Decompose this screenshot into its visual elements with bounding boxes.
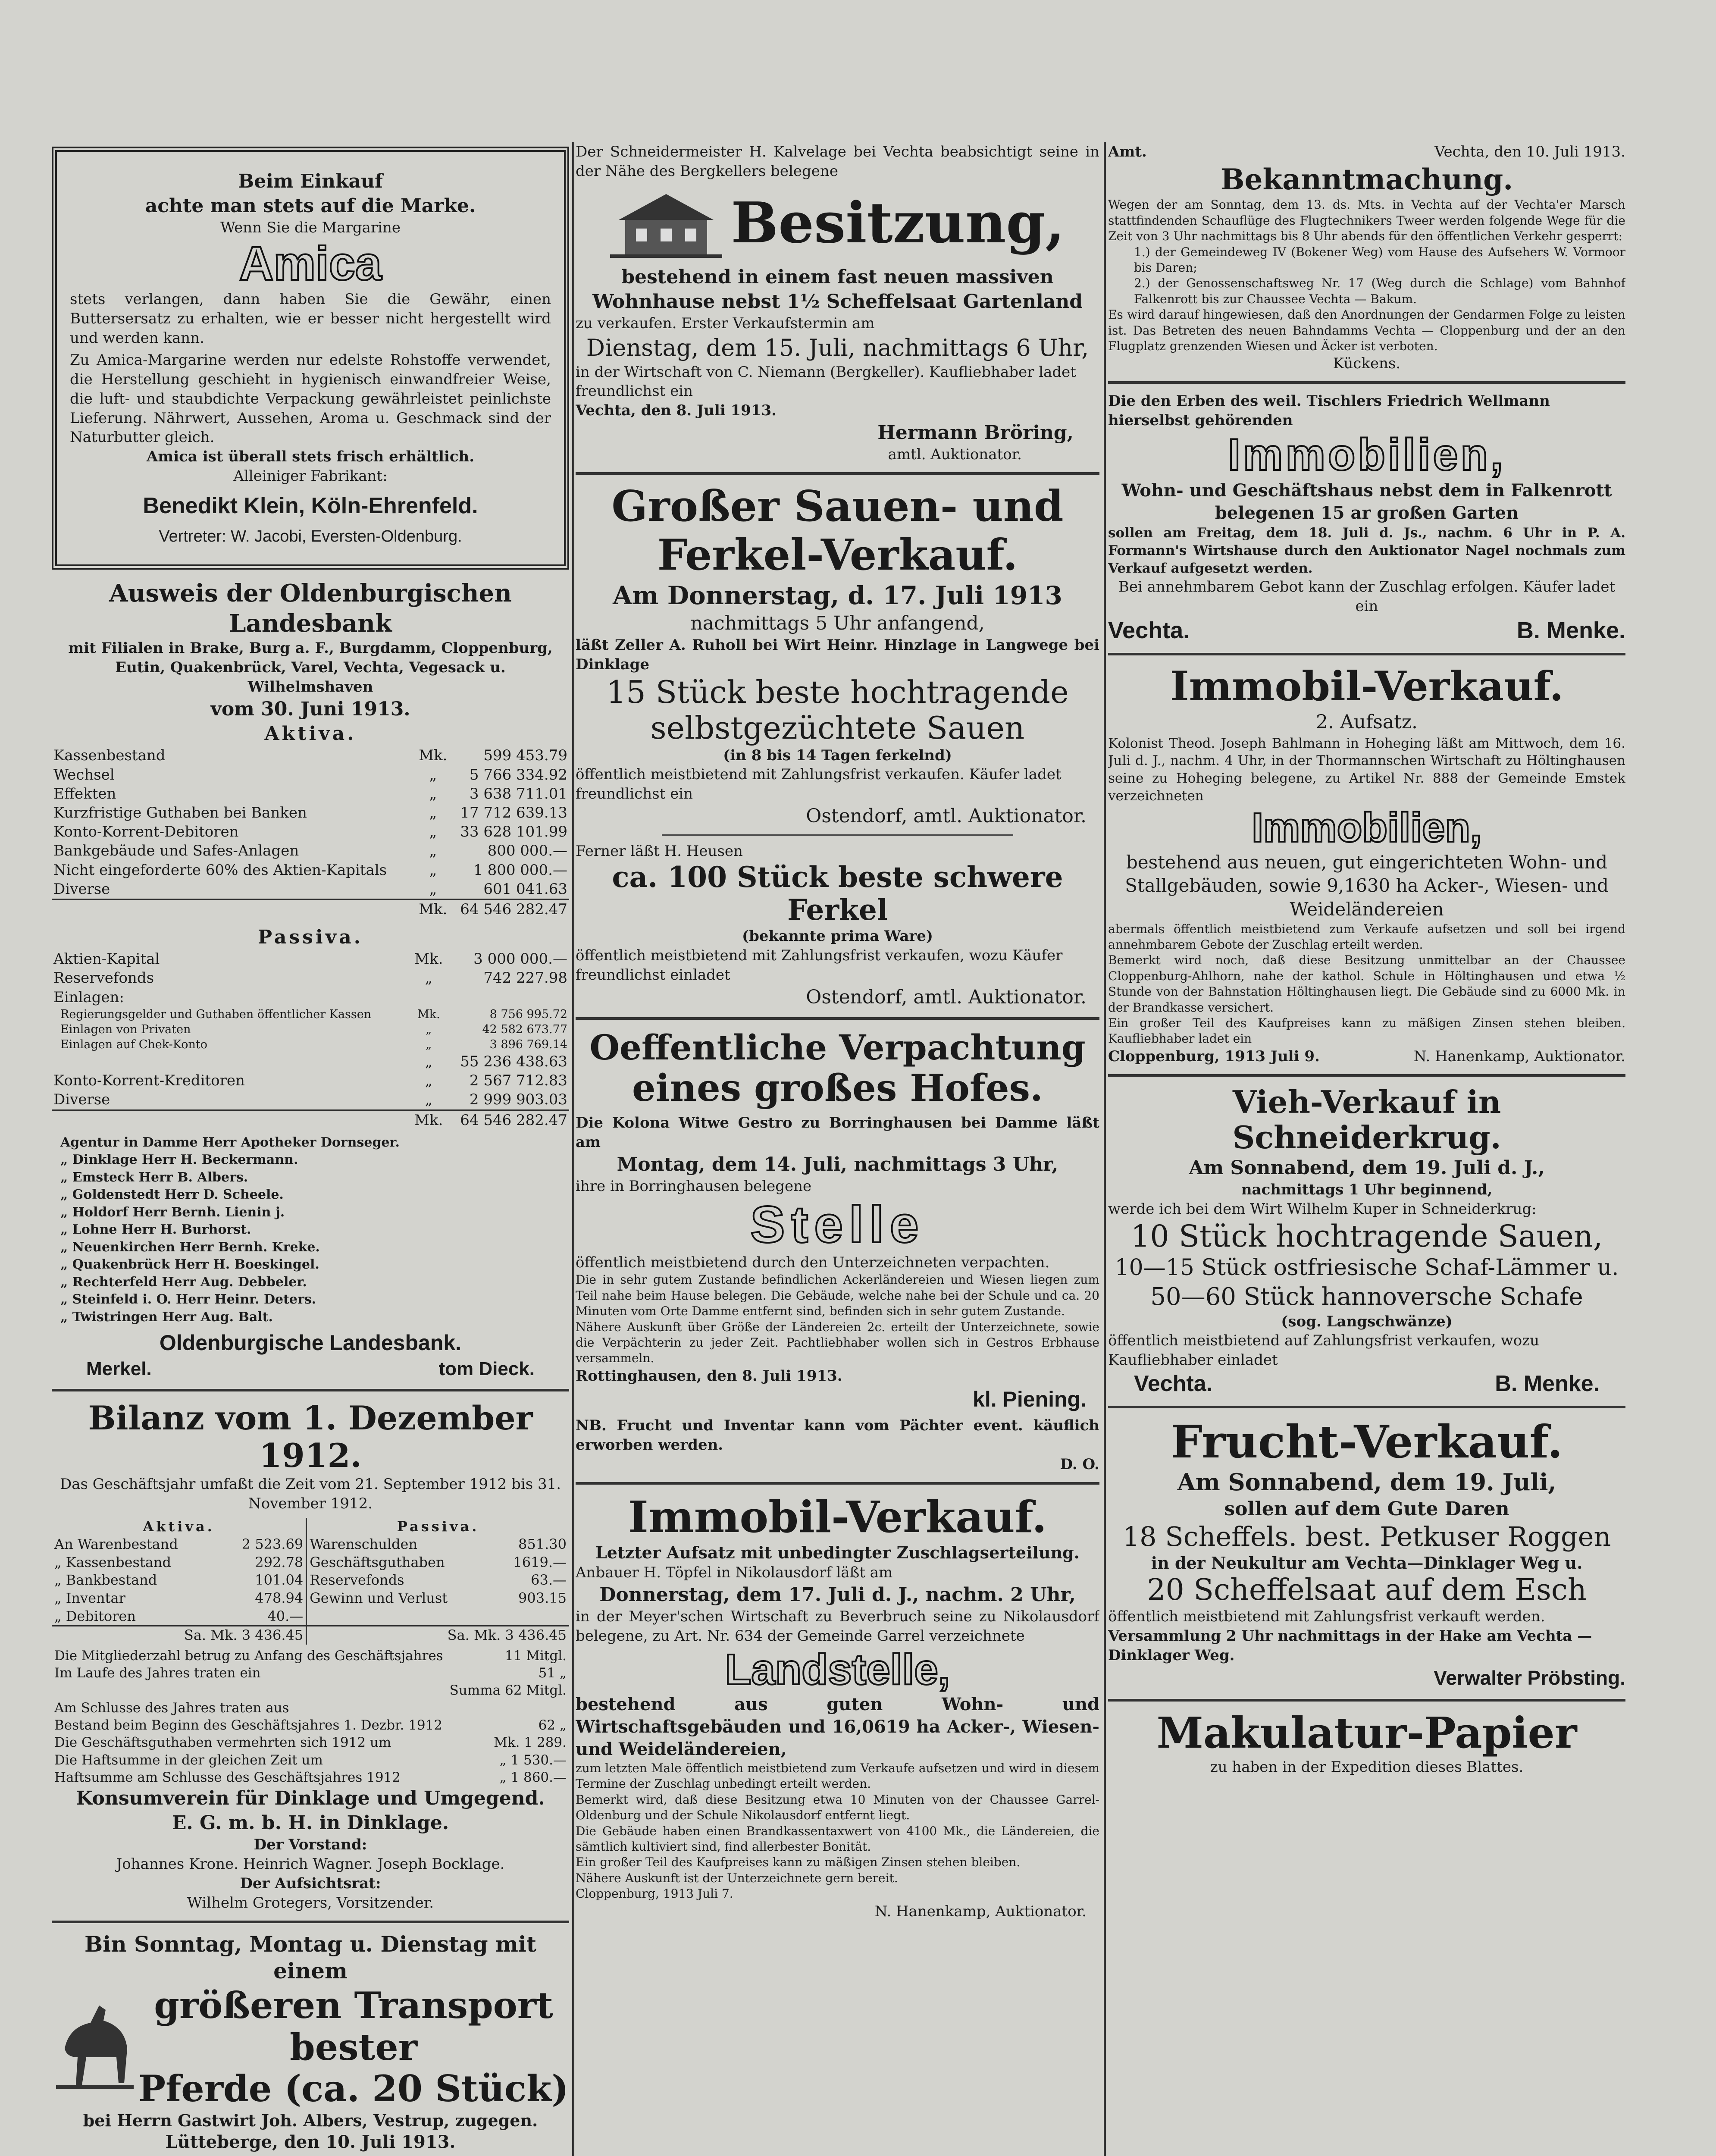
verpachtung-title1: Oeffentliche Verpachtung bbox=[589, 1027, 1086, 1068]
immob1-title: Immobilien, bbox=[1228, 429, 1506, 480]
amica-line2: achte man stets auf die Marke. bbox=[145, 195, 476, 217]
frucht-date: Am Sonnabend, dem 19. Juli, bbox=[1177, 1468, 1556, 1496]
immobil-text4: Bemerkt wird, daß diese Besitzung etwa 10 Minuten von der Chaussee Garrel-Oldenburg und der Schule Nikolausdorf entfernt liegt. bbox=[576, 1792, 1099, 1823]
bilanz-vorstand-heading: Der Vorstand: bbox=[254, 1836, 367, 1854]
table-row: Kurzfristige Guthaben bei Banken „ 17 712 639.13 bbox=[53, 804, 567, 821]
verpachtung-sign: kl. Piening. bbox=[973, 1387, 1087, 1411]
bekannt-header-row bbox=[1108, 142, 1625, 162]
verpachtung-text3: öffentlich meistbietend durch den Unterzeichneten verpachten. bbox=[576, 1253, 1050, 1271]
list-item: „ Goldenstedt Herr D. Scheele. bbox=[60, 1187, 284, 1203]
pferde-line1: Bin Sonntag, Montag u. Dienstag mit einem bbox=[84, 1931, 537, 1984]
vieh-verkauf-advertisement bbox=[1108, 1084, 1625, 1398]
bilanz-table bbox=[52, 1518, 569, 1645]
pferde-advertisement bbox=[52, 1931, 569, 2156]
immobil-text6: Ein großer Teil des Kaufpreises kann zu mäßigen Zinsen stehen bleiben. bbox=[576, 1855, 1021, 1870]
table-row: Einlagen: bbox=[53, 988, 124, 1006]
table-row: Nicht eingeforderte 60% des Aktien-Kapitals „ 1 800 000.— bbox=[53, 861, 567, 879]
besitzung-sub: bestehend in einem fast neuen massiven Wohnhause nebst 1½ Scheffelsaat Gartenland bbox=[592, 266, 1083, 313]
vieh-big1: 10 Stück hochtragende Sauen, bbox=[1130, 1219, 1603, 1254]
table-header-row: Aktiva. Passiva. bbox=[52, 1518, 569, 1536]
divider bbox=[662, 834, 1013, 836]
immob1-text2: sollen am Freitag, dem 18. Juli d. Js., nachm. 6 Uhr in P. A. Formann's Wirtshause durch den Auktionator Nagel nochmals zum Verkauf aufgesetzt werden. bbox=[1108, 525, 1625, 577]
immobil-text1: Anbauer H. Töpfel in Nikolausdorf läßt am bbox=[576, 1564, 893, 1582]
frucht-text1: sollen auf dem Gute Daren bbox=[1224, 1498, 1509, 1520]
besitzung-text1: zu verkaufen. Erster Verkaufstermin am bbox=[576, 315, 875, 332]
besitzung-date: Dienstag, dem 15. Juli, nachmittags 6 Uhr, bbox=[586, 334, 1089, 361]
sauen-sign: Ostendorf, amtl. Auktionator. bbox=[806, 805, 1087, 827]
bilanz-aufsicht: Wilhelm Grotegers, Vorsitzender. bbox=[187, 1894, 434, 1912]
signer-name: B. Menke. bbox=[1516, 617, 1625, 643]
immob2-title: Immobil-Verkauf. bbox=[1170, 663, 1564, 711]
table-total-row: Mk. 64 546 282.47 bbox=[52, 899, 569, 919]
sauen-text3: Ferner läßt H. Heusen bbox=[576, 843, 743, 860]
table-row: Die Mitgliederzahl betrug zu Anfang des Geschäftsjahres 11 Mitgl. bbox=[54, 1648, 567, 1664]
besitzung-place: Vechta, den 8. Juli 1913. bbox=[576, 402, 777, 420]
table-row: Bankgebäude und Safes-Anlagen „ 800 000.— bbox=[53, 842, 567, 860]
list-item: „ Quakenbrück Herr H. Boeskingel. bbox=[60, 1257, 319, 1272]
table-row: Konto-Korrent-Debitoren „ 33 628 101.99 bbox=[53, 823, 567, 841]
besitzung-intro: Der Schneidermeister H. Kalvelage bei Vechta beabsichtigt seine in der Nähe des Bergkellers belegene bbox=[576, 143, 1099, 180]
pferde-headline-row bbox=[52, 1985, 569, 2110]
bilanz-title: Bilanz vom 1. Dezember 1912. bbox=[88, 1399, 533, 1475]
frucht-sign: Verwalter Pröbsting. bbox=[1434, 1666, 1625, 1689]
amica-advertisement bbox=[52, 147, 569, 570]
besitzung-title: Besitzung, bbox=[731, 190, 1065, 256]
sauen-title2: Ferkel-Verkauf. bbox=[657, 530, 1018, 580]
vieh-signature-row bbox=[1108, 1370, 1625, 1398]
column-rule-1 bbox=[572, 142, 574, 2156]
table-row: „ Kassenbestand 292.78 Geschäftsguthaben 1619.— bbox=[52, 1554, 569, 1572]
signer-place: Cloppenburg, 1913 Juli 9. bbox=[1108, 1047, 1320, 1065]
immob2-sub: 2. Aufsatz. bbox=[1315, 711, 1418, 733]
amica-maker: Benedikt Klein, Köln-Ehrenfeld. bbox=[143, 493, 478, 518]
list-item: „ Twistringen Herr Aug. Balt. bbox=[60, 1309, 273, 1325]
sauen-time: nachmittags 5 Uhr anfangend, bbox=[690, 612, 985, 635]
bekannt-sign: Kückens. bbox=[1333, 355, 1401, 373]
bank-passiva-heading: Passiva. bbox=[257, 926, 363, 949]
bilanz-vorstand: Johannes Krone. Heinrich Wagner. Joseph Bocklage. bbox=[116, 1855, 505, 1873]
immob2-text2: abermals öffentlich meistbietend zum Verkaufe aufsetzen und soll bei irgend annehmbarem Gebote der Zuschlag erteilt werden. bbox=[1108, 921, 1625, 952]
list-item: „ Emsteck Herr B. Albers. bbox=[60, 1169, 248, 1185]
bekannt-text2: Es wird darauf hingewiesen, daß den Anordnungen der Gendarmen Folge zu leisten ist. Das Betreten des neuen Bahndamms Vechta — Cloppenburg und der an den Flugplatz grenzenden Wiesen und Äcker ist verboten. bbox=[1108, 307, 1625, 353]
table-row: Einlagen von Privaten „ 42 582 673.77 bbox=[60, 1022, 567, 1036]
verpachtung-place: Rottinghausen, den 8. Juli 1913. bbox=[576, 1367, 842, 1385]
table-row: Regierungsgelder und Guthaben öffentlicher Kassen Mk. 8 756 995.72 bbox=[60, 1007, 567, 1021]
list-item: „ Dinklage Herr H. Beckermann. bbox=[60, 1152, 298, 1168]
bank-passiva-table bbox=[52, 950, 569, 1130]
sauen-note: (in 8 bis 14 Tagen ferkelnd) bbox=[723, 746, 952, 764]
immob1-sub: Wohn- und Geschäftshaus nebst dem in Falkenrott belegenen 15 ar großen Garten bbox=[1121, 480, 1612, 523]
divider bbox=[52, 1921, 569, 1923]
immob2-signature-row bbox=[1108, 1047, 1625, 1066]
amica-line3: Wenn Sie die Margarine bbox=[220, 219, 401, 237]
verpachtung-date: Montag, dem 14. Juli, nachmittags 3 Uhr, bbox=[617, 1153, 1058, 1175]
table-row: „ Bankbestand 101.04 Reservefonds 63.— bbox=[52, 1571, 569, 1589]
signer-name: N. Hanenkamp, Auktionator. bbox=[1413, 1047, 1625, 1065]
vieh-text1: werde ich bei dem Wirt Wilhelm Kuper in Schneiderkrug: bbox=[1108, 1200, 1537, 1218]
immobil-text3: zum letzten Male öffentlich meistbietend zum Verkaufe aufsetzen und wird in diesem Termine der Zuschlag unbedingt erteilt werden. bbox=[576, 1761, 1099, 1791]
table-row: Einlagen auf Chek-Konto „ 3 896 769.14 bbox=[60, 1038, 567, 1052]
vieh-title: Vieh-Verkauf in Schneiderkrug. bbox=[1232, 1083, 1501, 1156]
sauen-text2: öffentlich meistbietend mit Zahlungsfrist verkaufen. Käufer ladet freundlichst ein bbox=[576, 766, 1062, 803]
vieh-big2: 10—15 Stück ostfriesische Schaf-Lämmer u. bbox=[1115, 1254, 1619, 1281]
frucht-text3: öffentlich meistbietend mit Zahlungsfrist verkauft werden. bbox=[1108, 1608, 1545, 1626]
vieh-time: nachmittags 1 Uhr beginnend, bbox=[1241, 1181, 1493, 1199]
immobil-text2: in der Meyer'schen Wirtschaft zu Beverbruch seine zu Nikolausdorf belegene, zu Art. Nr. 634 der Gemeinde Garrel verzeichnete bbox=[576, 1608, 1099, 1645]
table-row: „ 55 236 438.63 bbox=[425, 1053, 567, 1071]
immob1-text1: Die den Erben des weil. Tischlers Friedrich Wellmann hierselbst gehörenden bbox=[1108, 392, 1550, 429]
table-row: An Warenbestand 2 523.69 Warenschulden 851.30 bbox=[52, 1536, 569, 1554]
list-item: „ Holdorf Herr Bernh. Lienin j. bbox=[60, 1204, 285, 1220]
pferde-line2: größeren Transport bester bbox=[154, 1984, 553, 2068]
immob2-sub2: bestehend aus neuen, gut eingerichteten Wohn- und Stallgebäuden, sowie 9,1630 ha Acker-, Wiesen- und Weideländereien bbox=[1125, 851, 1609, 920]
sauen-big3: ca. 100 Stück beste schwere Ferkel bbox=[612, 860, 1063, 927]
amica-body3: Amica ist überall stets frisch erhältlich. bbox=[146, 448, 475, 466]
column-rule-2 bbox=[1104, 142, 1106, 2156]
table-row: Am Schlusse des Jahres traten aus bbox=[54, 1700, 289, 1716]
makulatur-title: Makulatur-Papier bbox=[1156, 1708, 1577, 1758]
immobil-advertisement bbox=[576, 1492, 1099, 1921]
verpachtung-text4: Die in sehr gutem Zustande befindlichen Ackerländereien und Wiesen liegen zum Teil nahe beim Hause belegen. Die Gebäude, welche nahe bei der Schule und ca. 20 Minuten vom Orte Damme entfernt sind, befinden sich in sehr gutem Zustande. bbox=[576, 1272, 1099, 1319]
bilanz-members-table bbox=[52, 1647, 569, 1786]
vieh-date: Am Sonnabend, dem 19. Juli d. J., bbox=[1189, 1157, 1545, 1179]
verpachtung-nb-sign: D. O. bbox=[1060, 1455, 1099, 1473]
bekannt-amt: Amt. bbox=[1108, 143, 1147, 160]
vieh-note: (sog. Langschwänze) bbox=[1281, 1313, 1453, 1330]
bekannt-item1: 1.) der Gemeindeweg IV (Bokener Weg) vom Hause des Aufsehers W. Vormoor bis Daren; bbox=[1134, 244, 1625, 275]
amica-maker-label: Alleiniger Fabrikant: bbox=[233, 467, 388, 485]
immob1-signature-row bbox=[1108, 616, 1625, 646]
frucht-big1: 18 Scheffels. best. Petkuser Roggen bbox=[1122, 1521, 1611, 1553]
list-item: „ Neuenkirchen Herr Bernh. Kreke. bbox=[60, 1239, 320, 1255]
divider bbox=[1108, 1406, 1625, 1408]
immob2-title2: Immobilien, bbox=[1252, 805, 1482, 851]
table-row: Haftsumme am Schlusse des Geschäftsjahres 1912 „ 1 860.— bbox=[54, 1769, 567, 1785]
immobil-title: Immobil-Verkauf. bbox=[628, 1491, 1047, 1542]
pferde-line5: Lütteberge, den 10. Juli 1913. bbox=[165, 2132, 456, 2153]
divider bbox=[1108, 1699, 1625, 1702]
list-item: „ Steinfeld i. O. Herr Heinr. Deters. bbox=[60, 1292, 316, 1307]
sauen-text: läßt Zeller A. Ruholl bei Wirt Heinr. Hinzlage in Langwege bei Dinklage bbox=[576, 636, 1099, 674]
divider bbox=[1108, 653, 1625, 655]
table-row: „ Debitoren 40.— bbox=[52, 1608, 569, 1626]
bilanz-aufsicht-heading: Der Aufsichtsrat: bbox=[240, 1875, 381, 1893]
bank-signers bbox=[52, 1357, 569, 1381]
immobil-sub: Letzter Aufsatz mit unbedingter Zuschlagserteilung. bbox=[595, 1542, 1080, 1562]
divider bbox=[1108, 1074, 1625, 1077]
verpachtung-text2: ihre in Borringhausen belegene bbox=[576, 1177, 812, 1195]
column-1 bbox=[52, 142, 569, 2156]
bank-signature: Oldenburgische Landesbank. bbox=[159, 1331, 462, 1355]
besitzung-text2: in der Wirtschaft von C. Niemann (Bergkeller). Kaufliebhaber ladet freundlichst ein bbox=[576, 363, 1076, 400]
signer-place: Vechta. bbox=[1134, 1371, 1213, 1397]
column-2 bbox=[576, 142, 1099, 2156]
frucht-verkauf-advertisement bbox=[1108, 1416, 1625, 1691]
signer-place: Vechta. bbox=[1108, 617, 1190, 643]
immobil-big: Landstelle, bbox=[725, 1645, 950, 1694]
pferde-line3: Pferde (ca. 20 Stück) bbox=[138, 2067, 569, 2110]
amica-representative: Vertreter: W. Jacobi, Eversten-Oldenburg. bbox=[159, 527, 462, 545]
landesbank-statement bbox=[52, 578, 569, 1381]
besitzung-sign2: amtl. Auktionator. bbox=[888, 446, 1022, 464]
table-row: Effekten „ 3 638 711.01 bbox=[53, 785, 567, 802]
column-3 bbox=[1108, 142, 1625, 2156]
signer-name: B. Menke. bbox=[1495, 1371, 1600, 1397]
signer-name: tom Dieck. bbox=[438, 1358, 535, 1379]
bilanz-egmbh: E. G. m. b. H. in Dinklage. bbox=[172, 1812, 449, 1834]
amica-brand: Amica bbox=[239, 237, 382, 291]
frucht-text4: Versammlung 2 Uhr nachmittags in der Hake am Vechta — Dinklager Weg. bbox=[1108, 1627, 1592, 1664]
sauen-text4: öffentlich meistbietend mit Zahlungsfrist verkaufen, wozu Käufer freundlichst einladet bbox=[576, 946, 1063, 984]
bekanntmachung-notice bbox=[1108, 142, 1625, 373]
sauen-date: Am Donnerstag, d. 17. Juli 1913 bbox=[613, 580, 1062, 610]
divider bbox=[576, 1017, 1099, 1020]
table-total-row: Mk. 64 546 282.47 bbox=[52, 1110, 569, 1130]
vieh-big3: 50—60 Stück hannoversche Schafe bbox=[1150, 1282, 1583, 1311]
immobil-place: Cloppenburg, 1913 Juli 7. bbox=[576, 1887, 733, 1901]
table-row: Im Laufe des Jahres traten ein 51 „ bbox=[54, 1665, 567, 1681]
sauen-big1: 15 Stück beste hochtragende bbox=[606, 674, 1069, 710]
bekannt-title: Bekanntmachung. bbox=[1220, 162, 1513, 196]
immobil-text5: Die Gebäude haben einen Brandkassentaxwert von 4100 Mk., die Ländereien, die sämtlich kultiviert sind, find allerbester Bonität. bbox=[576, 1824, 1099, 1854]
bank-title: Ausweis der Oldenburgischen Landesbank bbox=[109, 579, 512, 638]
immob2-text4: Ein großer Teil des Kaufpreises kann zu mäßigen Zinsen stehen bleiben. Kaufliebhaber ladet ein bbox=[1108, 1015, 1625, 1046]
table-row: „ Inventar 478.94 Gewinn und Verlust 903.15 bbox=[52, 1589, 569, 1608]
vieh-text2: öffentlich meistbietend auf Zahlungsfrist verkaufen, wozu Kaufliebhaber einladet bbox=[1108, 1332, 1539, 1369]
bank-agents-list bbox=[52, 1134, 569, 1326]
bekannt-text1: Wegen der am Sonntag, dem 13. ds. Mts. in Vechta auf der Vechta'er Marsch stattfindenden Schauflüge des Flugtechnikers Tweer werden folgende Wege für die Zeit von 3 Uhr nachmittags bis 8 Uhr abends für den öffentlichen Verkehr gesperrt: bbox=[1108, 197, 1625, 244]
table-row: Diverse „ 601 041.63 bbox=[53, 880, 567, 898]
table-row: Reservefonds „ 742 227.98 bbox=[53, 969, 567, 987]
immobil-sign: N. Hanenkamp, Auktionator. bbox=[874, 1902, 1087, 1920]
table-row: Die Haftsumme in der gleichen Zeit um „ 1 530.— bbox=[54, 1752, 567, 1768]
list-item: „ Rechterfeld Herr Aug. Debbeler. bbox=[60, 1274, 307, 1290]
divider bbox=[52, 1389, 569, 1391]
immobil-bahlmann-advertisement bbox=[1108, 663, 1625, 1066]
verpachtung-advertisement bbox=[576, 1028, 1099, 1474]
bank-date: vom 30. Juni 1913. bbox=[210, 698, 410, 721]
table-row: Summa 62 Mitgl. bbox=[449, 1683, 567, 1698]
immobilien-wellmann-advertisement bbox=[1108, 392, 1625, 645]
list-item: Agentur in Damme Herr Apotheker Dornseger. bbox=[60, 1134, 400, 1150]
amica-line1: Beim Einkauf bbox=[238, 170, 383, 192]
immobil-text7: Nähere Auskunft ist der Unterzeichnete gern bereit. bbox=[576, 1871, 898, 1885]
makulatur-advertisement bbox=[1108, 1709, 1625, 1777]
immob2-text3: Bemerkt wird noch, daß diese Besitzung unmittelbar an der Chaussee Cloppenburg-Ahlhorn, nahe der kathol. Schule in Höltinghausen und etwa ½ Stunde von der Bahnstation Höltinghausen liegt. Die Gebäude sind zu 6000 Mk. in der Brandkasse versichert. bbox=[1108, 953, 1625, 1015]
verpachtung-title2: eines großes Hofes. bbox=[632, 1066, 1043, 1110]
frucht-title: Frucht-Verkauf. bbox=[1171, 1415, 1563, 1469]
table-total-row: Sa. Mk. 3 436.45 Sa. Mk. 3 436.45 bbox=[52, 1626, 569, 1645]
verpachtung-big: Stelle bbox=[750, 1195, 925, 1253]
immobil-sub2: bestehend aus guten Wohn- und Wirtschaftsgebäuden und 16,0619 ha Acker-, Wiesen- und Weideländereien, bbox=[576, 1694, 1099, 1759]
amica-body2: Zu Amica-Margarine werden nur edelste Rohstoffe verwendet, die Herstellung geschieht in hygienisch einwandfreier Weise, die luft- und staubdichte Verpackung gewährleistet peinlichste Lieferung. Nährwert, Aussehen, Aroma u. Geschmack sind der Naturbutter gleich. bbox=[70, 351, 551, 446]
pferde-line4: bei Herrn Gastwirt Joh. Albers, Vestrup, zugegen. bbox=[83, 2110, 538, 2130]
table-row: Konto-Korrent-Kreditoren „ 2 567 712.83 bbox=[53, 1072, 567, 1090]
verpachtung-nb: NB. Frucht und Inventar kann vom Pächter event. käuflich erworben werden. bbox=[576, 1417, 1099, 1454]
sauen-big2: selbstgezüchtete Sauen bbox=[650, 709, 1025, 746]
table-row: Die Geschäftsguthaben vermehrten sich 1912 um Mk. 1 289. bbox=[54, 1735, 567, 1751]
verpachtung-text1: Die Kolona Witwe Gestro zu Borringhausen bei Damme läßt am bbox=[576, 1114, 1099, 1151]
bank-subtitle: mit Filialen in Brake, Burg a. F., Burgdamm, Cloppenburg, Eutin, Quakenbrück, Varel, Vechta, Vegesack u. Wilhelmshaven bbox=[68, 639, 553, 696]
table-row: Kassenbestand Mk. 599 453.79 bbox=[53, 747, 567, 765]
divider bbox=[1108, 381, 1625, 384]
bank-aktiva-heading: Aktiva. bbox=[264, 723, 357, 745]
frucht-text2: in der Neukultur am Vechta—Dinklager Weg u. bbox=[1151, 1553, 1583, 1573]
signer-name: Merkel. bbox=[86, 1358, 152, 1379]
besitzung-sign: Hermann Bröring, bbox=[877, 422, 1074, 444]
divider bbox=[576, 472, 1099, 475]
table-row: Aktien-Kapital Mk. 3 000 000.— bbox=[53, 950, 567, 968]
table-row: Diverse „ 2 999 903.03 bbox=[53, 1091, 567, 1109]
besitzung-headline-row bbox=[576, 185, 1099, 260]
immobil-date: Donnerstag, dem 17. Juli d. J., nachm. 2 Uhr, bbox=[599, 1584, 1076, 1606]
makulatur-sub: zu haben in der Expedition dieses Blattes. bbox=[1210, 1758, 1524, 1776]
house-icon bbox=[610, 185, 722, 260]
sauen-advertisement bbox=[576, 483, 1099, 1009]
divider bbox=[576, 1482, 1099, 1485]
immob2-text1: Kolonist Theod. Joseph Bahlmann in Hoheging läßt am Mittwoch, dem 16. Juli d. J., nachm. 4 Uhr, in der Thormannschen Wirtschaft zu Höltinghausen seine zu Hoheging belegene, zu Artikel Nr. 888 der Gemeinde Emstek verzeichneten bbox=[1108, 735, 1625, 804]
table-row: Bestand beim Beginn des Geschäftsjahres 1. Dezbr. 1912 62 „ bbox=[54, 1717, 567, 1733]
bilanz-intro: Das Geschäftsjahr umfaßt die Zeit vom 21. September 1912 bis 31. November 1912. bbox=[59, 1475, 561, 1512]
bekannt-date: Vechta, den 10. Juli 1913. bbox=[1434, 143, 1625, 160]
verpachtung-text5: Nähere Auskunft über Größe der Ländereien 2c. erteilt der Unterzeichnete, sowie die Verpächterin zu jeder Zeit. Pachtliebhaber wollen sich in Gestros Erbhause versammeln. bbox=[576, 1319, 1099, 1366]
frucht-big2: 20 Scheffelsaat auf dem Esch bbox=[1147, 1573, 1587, 1608]
bank-aktiva-table bbox=[52, 746, 569, 919]
besitzung-advertisement bbox=[576, 142, 1099, 464]
sauen-sign2: Ostendorf, amtl. Auktionator. bbox=[806, 986, 1087, 1008]
bilanz-verein: Konsumverein für Dinklage und Umgegend. bbox=[76, 1787, 545, 1810]
table-row: Wechsel „ 5 766 334.92 bbox=[53, 766, 567, 783]
bilanz-notice bbox=[52, 1399, 569, 1913]
sauen-title1: Großer Sauen- und bbox=[611, 482, 1064, 532]
bekannt-item2: 2.) der Genossenschaftsweg Nr. 17 (Weg durch die Schlage) vom Bahnhof Falkenrott bis zur Chaussee Vechta — Bakum. bbox=[1134, 276, 1625, 306]
immob1-text3: Bei annehmbarem Gebot kann der Zuschlag erfolgen. Käufer ladet ein bbox=[1118, 578, 1616, 615]
sauen-note2: (bekannte prima Ware) bbox=[742, 928, 933, 945]
horse-icon bbox=[52, 1997, 138, 2098]
amica-body1: stets verlangen, dann haben Sie die Gewähr, einen Buttersersatz zu erhalten, wie er besser nicht hergestellt wird und werden kann. bbox=[70, 291, 551, 347]
list-item: „ Lohne Herr H. Burhorst. bbox=[60, 1222, 251, 1238]
